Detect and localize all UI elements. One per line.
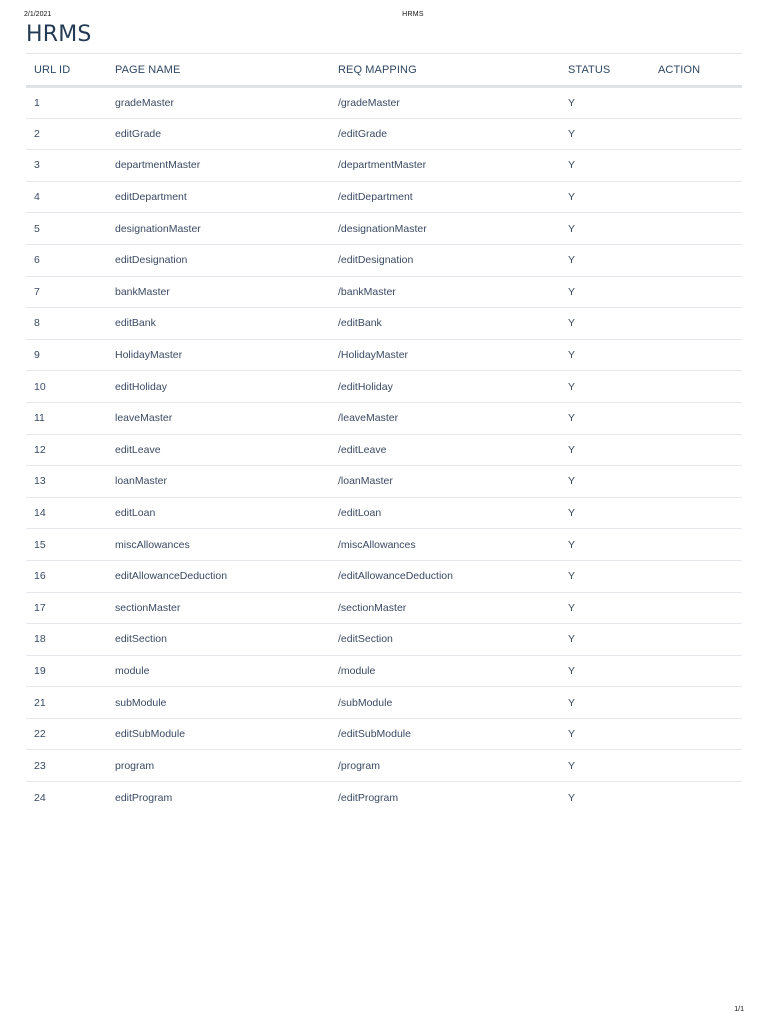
header-url-id: URL ID [34,63,71,76]
cell-req-mapping: /editProgram [338,791,399,804]
cell-url-id: 3 [34,159,40,172]
table-row [26,150,742,182]
cell-req-mapping: /designationMaster [338,222,427,235]
table-header [26,54,742,87]
cell-action [650,118,742,150]
cell-status: Y [568,696,576,709]
cell-url-id: 9 [34,349,40,362]
cell-url-id: 12 [34,443,46,456]
cell-req-mapping: /HolidayMaster [338,349,409,362]
table-row [26,339,742,371]
table-row [26,466,742,498]
cell-page-name: loanMaster [115,475,167,488]
cell-url-id: 23 [34,759,46,772]
cell-page-name: designationMaster [115,222,201,235]
table-row [26,244,742,276]
cell-req-mapping: /loanMaster [338,475,393,488]
cell-status: Y [568,475,576,488]
cell-status: Y [568,538,576,551]
cell-action [650,466,742,498]
cell-status: Y [568,728,576,741]
table-row [26,624,742,656]
cell-page-name: departmentMaster [115,159,201,172]
cell-page-name: program [115,759,155,772]
cell-page-name: editGrade [115,127,162,140]
print-date: 2/1/2021 [24,11,52,18]
cell-req-mapping: /sectionMaster [338,601,407,614]
cell-page-name: gradeMaster [115,96,174,109]
cell-url-id: 16 [34,570,46,583]
table-header-row [26,54,742,87]
cell-url-id: 5 [34,222,40,235]
cell-req-mapping: /departmentMaster [338,159,427,172]
cell-req-mapping: /bankMaster [338,285,396,298]
table-row [26,371,742,403]
url-mapping-table-container [26,53,742,813]
cell-url-id: 19 [34,664,46,677]
table-row [26,434,742,466]
cell-req-mapping: /editLoan [338,507,382,520]
cell-action [650,592,742,624]
cell-action [650,371,742,403]
table-row [26,402,742,434]
table-row [26,529,742,561]
table-row [26,87,742,119]
cell-req-mapping: /editDesignation [338,254,414,267]
cell-status: Y [568,127,576,140]
cell-page-name: bankMaster [115,285,170,298]
cell-url-id: 10 [34,380,46,393]
cell-status: Y [568,159,576,172]
table-row [26,718,742,750]
cell-url-id: 11 [34,412,45,425]
cell-action [650,718,742,750]
cell-status: Y [568,443,576,456]
cell-action [650,402,742,434]
table-row [26,308,742,340]
cell-status: Y [568,664,576,677]
cell-url-id: 15 [34,538,46,551]
cell-action [650,87,742,119]
print-header [0,11,768,21]
app-title: HRMS [26,22,92,47]
cell-action [650,624,742,656]
cell-action [650,339,742,371]
cell-page-name: HolidayMaster [115,349,183,362]
cell-status: Y [568,633,576,646]
table-row [26,497,742,529]
cell-url-id: 24 [34,791,46,804]
cell-req-mapping: /editLeave [338,443,387,456]
cell-req-mapping: /gradeMaster [338,96,400,109]
cell-status: Y [568,791,576,804]
cell-action [650,434,742,466]
table-row [26,181,742,213]
cell-action [650,181,742,213]
cell-action [650,213,742,245]
table-row [26,687,742,719]
cell-action [650,497,742,529]
cell-status: Y [568,412,576,425]
table-row [26,560,742,592]
cell-url-id: 22 [34,728,46,741]
cell-url-id: 8 [34,317,40,330]
table-row [26,213,742,245]
cell-status: Y [568,222,576,235]
cell-page-name: subModule [115,696,167,709]
cell-url-id: 17 [34,601,46,614]
cell-status: Y [568,349,576,362]
cell-page-name: module [115,664,150,677]
cell-status: Y [568,285,576,298]
cell-status: Y [568,380,576,393]
table-row [26,750,742,782]
cell-req-mapping: /editSection [338,633,393,646]
url-mapping-table [26,53,742,813]
cell-action [650,750,742,782]
cell-action [650,308,742,340]
table-row [26,655,742,687]
cell-page-name: editSection [115,633,167,646]
cell-status: Y [568,191,576,204]
header-page-name: PAGE NAME [115,63,181,76]
cell-req-mapping: /editGrade [338,127,388,140]
cell-req-mapping: /editAllowanceDeduction [338,570,453,583]
header-status: STATUS [568,63,611,76]
cell-req-mapping: /miscAllowances [338,538,416,551]
cell-status: Y [568,96,576,109]
table-row [26,782,742,814]
cell-page-name: editHoliday [115,380,167,393]
cell-status: Y [568,317,576,330]
cell-url-id: 4 [34,191,40,204]
cell-status: Y [568,254,576,267]
table-row [26,276,742,308]
cell-url-id: 1 [34,96,40,109]
cell-req-mapping: /program [338,759,381,772]
header-action: ACTION [658,63,701,76]
cell-page-name: editProgram [115,791,173,804]
cell-status: Y [568,507,576,520]
cell-page-name: miscAllowances [115,538,190,551]
cell-url-id: 7 [34,285,40,298]
cell-req-mapping: /subModule [338,696,393,709]
page-number: 1/1 [734,1006,744,1013]
cell-action [650,687,742,719]
cell-action [650,276,742,308]
print-title: HRMS [402,11,424,18]
table-row [26,118,742,150]
cell-page-name: sectionMaster [115,601,181,614]
cell-action [650,560,742,592]
table-body [26,87,742,814]
cell-req-mapping: /editHoliday [338,380,393,393]
cell-action [650,655,742,687]
cell-status: Y [568,601,576,614]
cell-status: Y [568,570,576,583]
cell-page-name: editDesignation [115,254,188,267]
cell-page-name: editDepartment [115,191,187,204]
cell-page-name: editLeave [115,443,161,456]
cell-page-name: editBank [115,317,156,330]
cell-page-name: leaveMaster [115,412,173,425]
cell-page-name: editLoan [115,507,156,520]
cell-action [650,150,742,182]
cell-page-name: editAllowanceDeduction [115,570,228,583]
cell-req-mapping: /editSubModule [338,728,411,741]
cell-url-id: 2 [34,127,40,140]
cell-req-mapping: /module [338,664,376,677]
table-row [26,592,742,624]
cell-status: Y [568,759,576,772]
cell-page-name: editSubModule [115,728,186,741]
cell-req-mapping: /leaveMaster [338,412,399,425]
cell-url-id: 13 [34,475,46,488]
cell-req-mapping: /editDepartment [338,191,413,204]
cell-url-id: 14 [34,507,46,520]
cell-action [650,529,742,561]
cell-action [650,244,742,276]
cell-url-id: 21 [34,696,46,709]
cell-req-mapping: /editBank [338,317,382,330]
cell-url-id: 18 [34,633,46,646]
header-req-mapping: REQ MAPPING [338,63,417,76]
cell-url-id: 6 [34,254,40,267]
cell-action [650,782,742,814]
